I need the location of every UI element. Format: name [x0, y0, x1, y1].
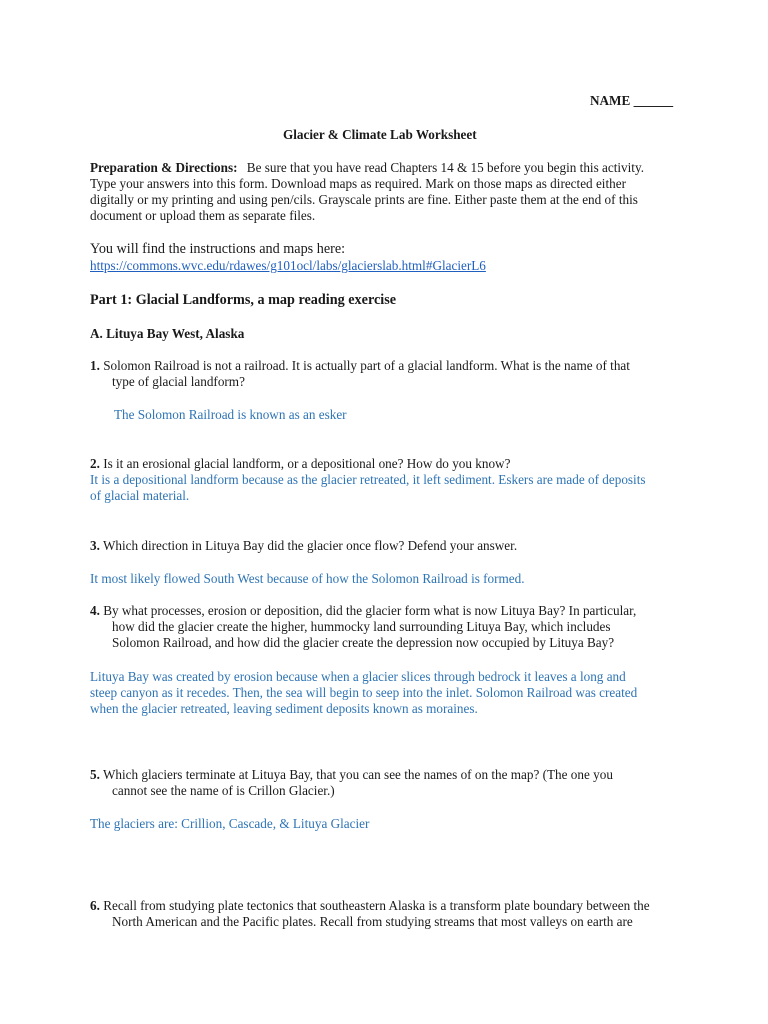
answer-2-line-2: of glacial material. [90, 488, 190, 503]
prep-text-1: Be sure that you have read Chapters 14 & 15 before you begin this activity. [246, 160, 645, 175]
question-2-text: Is it an erosional glacial landform, or a depositional one? How do you know? [103, 456, 511, 471]
instructions-link[interactable]: https://commons.wvc.edu/rdawes/g101ocl/labs/glacierslab.html#GlacierL6 [90, 258, 486, 273]
answer-1: The Solomon Railroad is known as an esker [114, 407, 347, 422]
question-6-number: 6. [90, 898, 100, 913]
answer-3: It most likely flowed South West because of how the Solomon Railroad is formed. [90, 571, 525, 586]
question-4-text-cont-2: Solomon Railroad, and how did the glacier create the depression now occupied by Lituya Bay? [112, 635, 615, 650]
question-2 [90, 456, 510, 472]
question-4-number: 4. [90, 603, 100, 618]
name-field-label: NAME ______ [590, 93, 674, 108]
question-5-text: Which glaciers terminate at Lituya Bay, that you can see the names of on the map? (The one you [102, 767, 613, 782]
question-2-number: 2. [90, 456, 100, 471]
question-4-text: By what processes, erosion or deposition, did the glacier form what is now Lituya Bay? In particular, [103, 603, 637, 618]
question-4 [90, 603, 636, 619]
part1-heading: Part 1: Glacial Landforms, a map reading exercise [90, 292, 397, 308]
question-3-number: 3. [90, 538, 100, 553]
question-5-number: 5. [90, 767, 100, 782]
answer-4-line-3: when the glacier retreated, leaving sediment deposits known as moraines. [90, 701, 478, 716]
answer-2-line-1: It is a depositional landform because as the glacier retreated, it left sediment. Eskers are made of deposits [90, 472, 646, 487]
prep-line-4: document or upload them as separate files. [90, 208, 316, 223]
question-1-number: 1. [90, 358, 100, 373]
prep-line-3: digitally or my printing and using pen/cils. Grayscale prints are fine. Either paste them at the end of this [90, 192, 638, 207]
question-3-text: Which direction in Lituya Bay did the glacier once flow? Defend your answer. [102, 538, 518, 553]
prep-label: Preparation & Directions: [90, 160, 238, 175]
page-title: Glacier & Climate Lab Worksheet [283, 127, 477, 142]
question-6 [90, 898, 650, 914]
section-a-heading: A. Lituya Bay West, Alaska [90, 326, 245, 341]
answer-4-line-2: steep canyon as it recedes. Then, the sea will begin to seep into the inlet. Solomon Railroad was created [90, 685, 638, 700]
question-6-text: Recall from studying plate tectonics that southeastern Alaska is a transform plate boundary between the [103, 898, 650, 913]
prep-line-2: Type your answers into this form. Download maps as required. Mark on those maps as directed either [90, 176, 626, 191]
prep-line-1 [90, 160, 644, 176]
question-1-text: Solomon Railroad is not a railroad. It is actually part of a glacial landform. What is the name of that [103, 358, 630, 373]
question-6-text-cont: North American and the Pacific plates. Recall from studying streams that most valleys on earth are [112, 914, 633, 929]
question-1-text-cont: type of glacial landform? [112, 374, 245, 389]
answer-5: The glaciers are: Crillion, Cascade, & Lituya Glacier [90, 816, 370, 831]
instructions-text: You will find the instructions and maps here: [90, 241, 346, 257]
question-4-text-cont-1: how did the glacier create the higher, hummocky land surrounding Lituya Bay, which includes [112, 619, 611, 634]
question-1 [90, 358, 630, 374]
question-3 [90, 538, 517, 554]
question-5 [90, 767, 613, 783]
question-5-text-cont: cannot see the name of is Crillon Glacier.) [112, 783, 335, 798]
answer-4-line-1: Lituya Bay was created by erosion because when a glacier slices through bedrock it leaves a long and [90, 669, 626, 684]
